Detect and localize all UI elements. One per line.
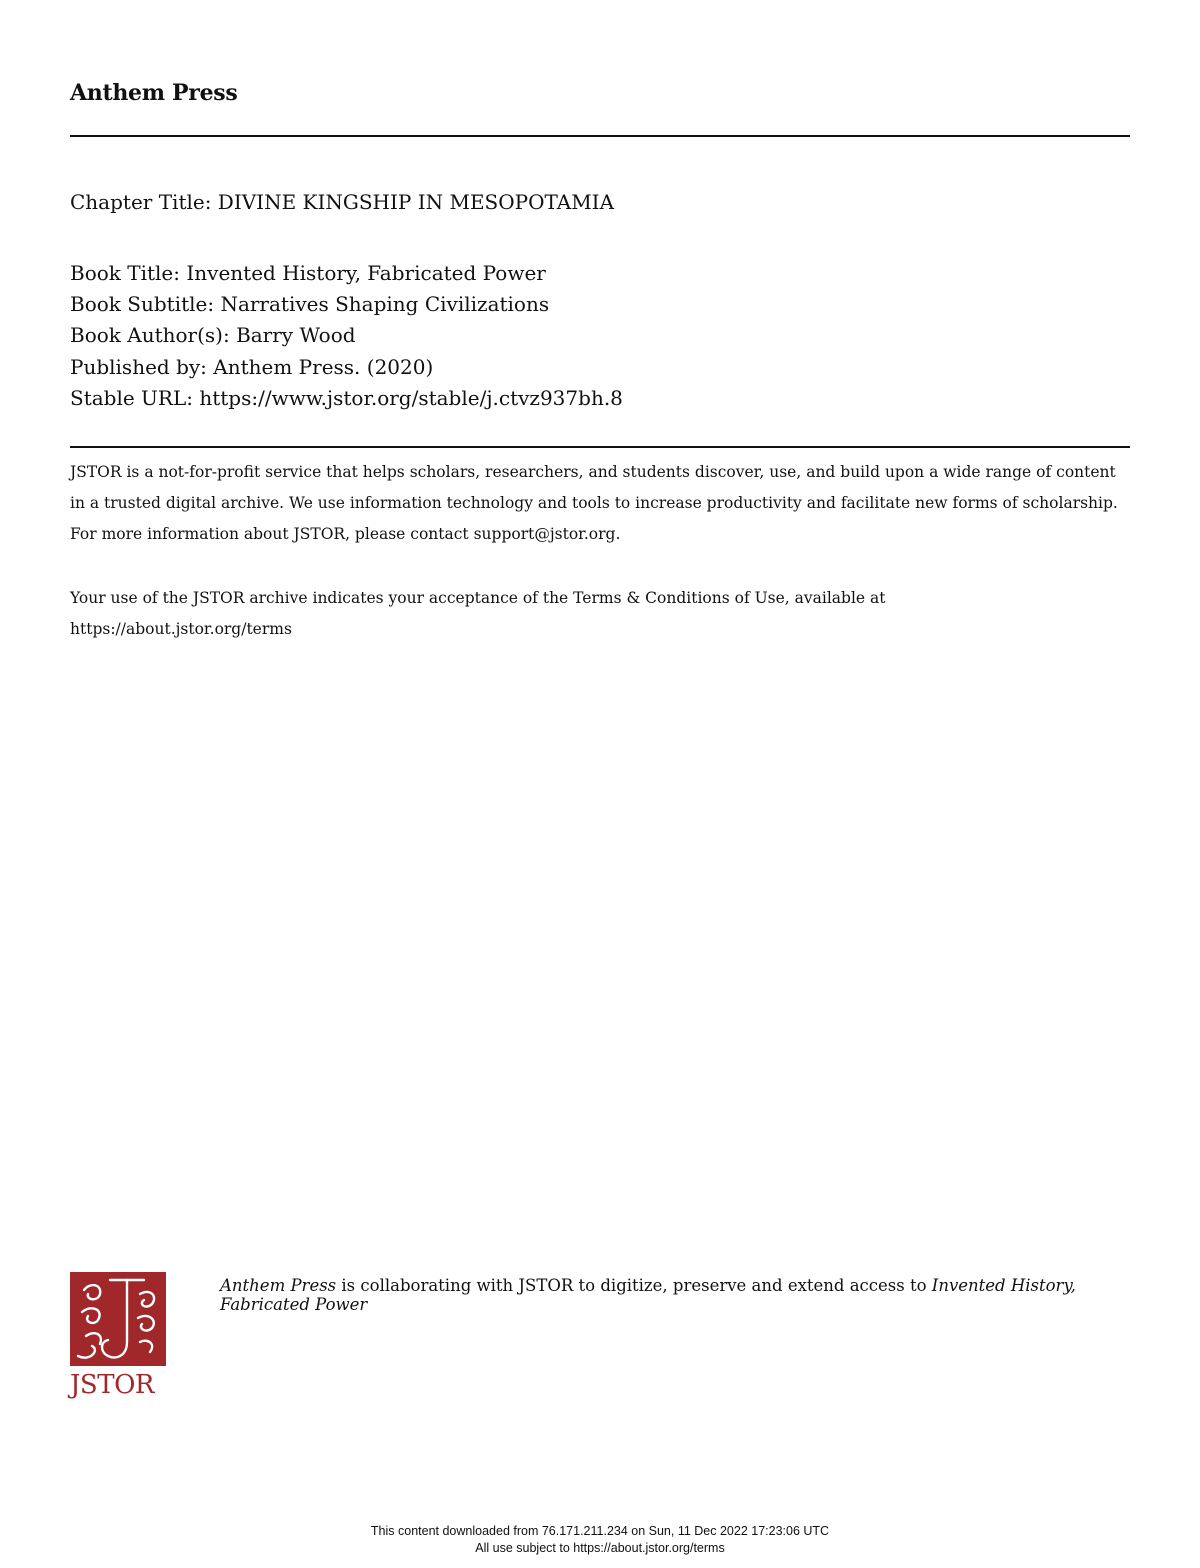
collab-book-title: Invented History, Fabricated Power [220, 1276, 1076, 1314]
jstor-logo [70, 1272, 170, 1400]
terms-text: Your use of the JSTOR archive indicates your acceptance of the Terms & Conditions of Use, available at https://about.jstor.org/terms [70, 589, 886, 638]
book-subtitle: Book Subtitle: Narratives Shaping Civilizations [70, 292, 550, 316]
about-jstor-text: JSTOR is a not-for-profit service that helps scholars, researchers, and students discover, use, and build upon a wide range of content in a trusted digital archive. We use information technology and tools to increase productivity and facilitate new forms of scholarship. For more information about JSTOR, please contact support@jstor.org. [70, 463, 1118, 543]
terms-notice [70, 583, 1000, 645]
book-authors: Book Author(s): Barry Wood [70, 323, 356, 347]
top-divider [70, 135, 1130, 137]
middle-divider [70, 446, 1130, 448]
publisher-name: Anthem Press [70, 80, 238, 106]
book-title: Book Title: Invented History, Fabricated Power [70, 261, 546, 285]
collaboration-statement [220, 1276, 1100, 1314]
collab-publisher: Anthem Press [220, 1276, 337, 1295]
download-footer [0, 1523, 1200, 1557]
published-by: Published by: Anthem Press. (2020) [70, 355, 434, 379]
jstor-wordmark: JSTOR [70, 1370, 154, 1400]
collab-middle-text: is collaborating with JSTOR to digitize, preserve and extend access to [336, 1276, 932, 1295]
footer-terms: All use subject to https://about.jstor.org/terms [475, 1541, 725, 1555]
stable-url[interactable]: Stable URL: https://www.jstor.org/stable/j.ctvz937bh.8 [70, 386, 623, 410]
about-jstor-notice [70, 457, 1130, 550]
chapter-title: Chapter Title: DIVINE KINGSHIP IN MESOPOTAMIA [70, 190, 615, 214]
jstor-emblem-icon [70, 1272, 166, 1366]
footer-download-info: This content downloaded from 76.171.211.234 on Sun, 11 Dec 2022 17:23:06 UTC [370, 1524, 830, 1538]
